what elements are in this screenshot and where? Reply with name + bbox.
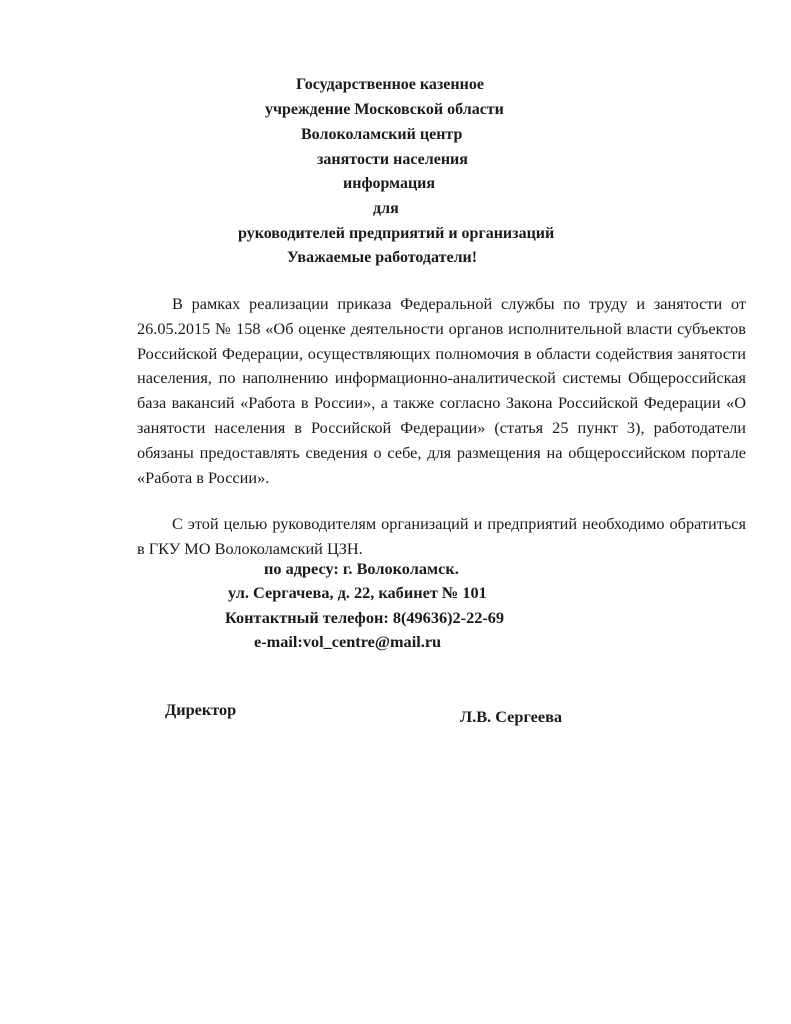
header-line-7: руководителей предприятий и организаций — [238, 225, 555, 242]
header-line-2: учреждение Московской области — [265, 101, 504, 118]
contact-address-city: по адресу: г. Волоколамск. — [264, 559, 459, 578]
contact-phone: Контактный телефон: 8(49636)2-22-69 — [225, 608, 505, 627]
header-line-3: Волоколамский центр — [301, 126, 463, 143]
header-line-6: для — [373, 200, 399, 217]
header-line-1: Государственное казенное — [296, 76, 484, 93]
contact-address-street: ул. Сергачева, д. 22, кабинет № 101 — [228, 583, 487, 602]
header-line-8: Уважаемые работодатели! — [287, 249, 478, 266]
contact-email: e-mail:vol_centre@mail.ru — [254, 632, 442, 651]
body-paragraph-1: В рамках реализации приказа Федеральной службы по труду и занятости от 26.05.2015 № 158 «Об оценке деятельности органов исполнительной власти субъектов Российской Федерации, осуществляющих полномочия в области содействия занятости населения, по наполнению информационно-аналитической системы Общероссийская база вакансий «Работа в России», а также согласно Закона Российской Федерации «О занятости населения в Российской Федерации» (статья 25 пункт 3), работодатели обязаны предоставлять сведения о себе, для размещения на общероссийском портале «Работа в России». — [137, 294, 746, 487]
signature-title: Директор — [165, 700, 237, 719]
signature-name: Л.В. Сергеева — [460, 707, 563, 726]
header-line-4: занятости населения — [317, 151, 468, 168]
header-line-5: информация — [343, 175, 436, 192]
body-paragraph-2: С этой целью руководителям организаций и предприятий необходимо обратиться в ГКУ МО Волоколамский ЦЗН. — [137, 514, 746, 558]
